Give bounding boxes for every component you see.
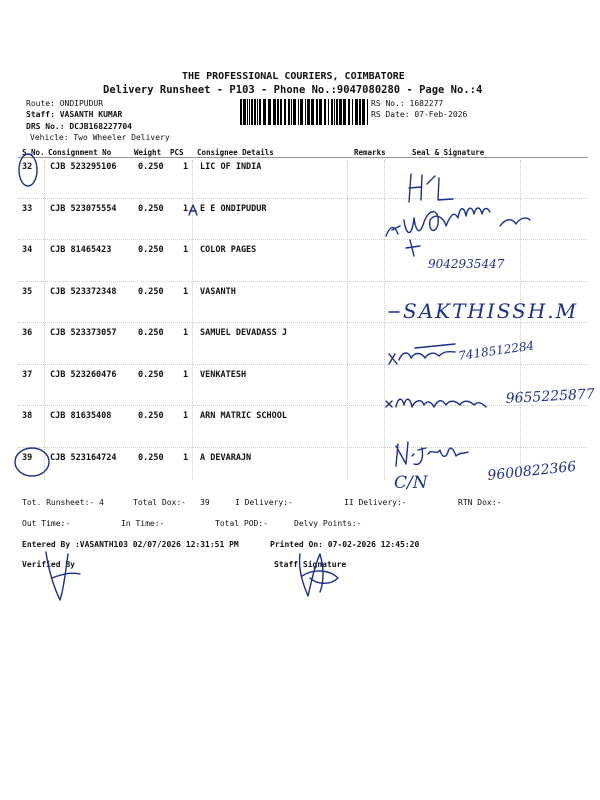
row-sno: 33	[22, 204, 33, 214]
drs-label: DRS No.: DCJB168227704	[26, 122, 132, 131]
company-title: THE PROFESSIONAL COURIERS, COIMBATORE	[182, 71, 405, 82]
barcode-bar	[305, 99, 306, 125]
in-time: In Time:-	[121, 519, 165, 528]
row-sno: 35	[22, 287, 33, 297]
barcode-bar	[268, 99, 271, 125]
staff-signature-label: Staff Signature	[274, 560, 347, 569]
row-weight: 0.250	[138, 328, 164, 338]
row35-signature	[385, 290, 595, 330]
row-sno: 32	[22, 162, 33, 172]
barcode-bar	[273, 99, 276, 125]
tot-runsheet: Tot. Runsheet:- 4	[22, 498, 104, 507]
barcode-bar	[348, 99, 350, 125]
row-pcs: 1	[183, 411, 189, 421]
row33-signature	[380, 196, 560, 271]
barcode-bar	[243, 99, 246, 125]
staff-signature	[290, 548, 350, 604]
barcode-bar	[336, 99, 338, 125]
row-weight: 0.250	[138, 162, 164, 172]
total-dox-label: Total Dox:-	[133, 498, 186, 507]
row-consignment: CJB 523260476	[50, 370, 117, 380]
row-consignment: CJB 523372348	[50, 287, 117, 297]
row-pcs: 1	[183, 453, 189, 463]
barcode-bar	[331, 99, 333, 125]
row-pcs: 1	[183, 287, 189, 297]
col-sno: S.No.	[22, 148, 45, 157]
barcode-bar	[277, 99, 279, 125]
row-weight: 0.250	[138, 287, 164, 297]
barcode-bar	[259, 99, 261, 125]
barcode-bar	[300, 99, 303, 125]
barcode-bar	[343, 99, 346, 125]
barcode-bar	[352, 99, 353, 125]
barcode-bar	[240, 99, 242, 125]
row-weight: 0.250	[138, 453, 164, 463]
out-time: Out Time:-	[22, 519, 71, 528]
row39-circle-mark	[12, 446, 52, 480]
row-sno: 39	[22, 453, 33, 463]
barcode-bar	[249, 99, 250, 125]
rtn-dox: RTN Dox:-	[458, 498, 502, 507]
row39-label: C/N	[394, 473, 428, 493]
row-weight: 0.250	[138, 411, 164, 421]
row36-signature	[385, 330, 565, 375]
row-consignment: CJB 523295106	[50, 162, 117, 172]
row36-phone: 7418512284	[457, 338, 536, 363]
barcode-bar	[280, 99, 282, 125]
total-dox-value: 39	[200, 498, 210, 507]
row-weight: 0.250	[138, 245, 164, 255]
runsheet-title: Delivery Runsheet - P103 - Phone No.:9047080280 - Page No.:4	[103, 84, 483, 96]
column-divider	[44, 160, 45, 480]
row37-signature	[382, 385, 596, 420]
row-divider	[18, 281, 588, 282]
barcode-bar	[293, 99, 296, 125]
row-consignee: VASANTH	[200, 287, 236, 297]
barcode-bar	[311, 99, 314, 125]
row-pcs: 1	[183, 245, 189, 255]
header-rule	[18, 157, 588, 158]
barcode-bar	[324, 99, 326, 125]
row-consignment: CJB 81465423	[50, 245, 112, 255]
row32-circle-mark	[16, 150, 44, 190]
total-pod: Total POD:-	[215, 519, 268, 528]
verifier-signature	[38, 548, 88, 604]
barcode-bar	[339, 99, 342, 125]
row-consignee: ARN MATRIC SCHOOL	[200, 411, 287, 421]
row-weight: 0.250	[138, 204, 164, 214]
col-consignee: Consignee Details	[197, 148, 274, 157]
barcode-bar	[362, 99, 365, 125]
row-consignee: LIC OF INDIA	[200, 162, 262, 172]
row-consignee: A DEVARAJN	[200, 453, 252, 463]
delvy-points: Delvy Points:-	[294, 519, 362, 528]
ii-delivery: II Delivery:-	[344, 498, 407, 507]
row-sno: 38	[22, 411, 33, 421]
col-weight: Weight	[134, 148, 162, 157]
row-pcs: 1	[183, 204, 189, 214]
col-pcs: PCS	[170, 148, 184, 157]
barcode-bar	[319, 99, 322, 125]
row32-signature-text: H/L	[405, 170, 407, 171]
barcode-bar	[291, 99, 292, 125]
row-consignment: CJB 523164724	[50, 453, 117, 463]
barcode-bar	[263, 99, 266, 125]
row-consignment: CJB 523373057	[50, 328, 117, 338]
row-consignment: CJB 81635408	[50, 411, 112, 421]
rs-number: RS No.: 1682277	[371, 99, 444, 108]
barcode-bar	[307, 99, 310, 125]
barcode-bar	[359, 99, 361, 125]
row33-phone: 9042935447	[428, 257, 505, 271]
staff-label: Staff: VASANTH KUMAR	[26, 110, 123, 119]
col-remarks: Remarks	[354, 148, 386, 157]
barcode-bar	[254, 99, 256, 125]
row-consignee: E E ONDIPUDUR	[200, 204, 267, 214]
barcode-bar	[251, 99, 253, 125]
barcode-bar	[298, 99, 299, 125]
row-weight: 0.250	[138, 370, 164, 380]
barcode-bar	[247, 99, 248, 125]
row-consignee: COLOR PAGES	[200, 245, 257, 255]
verified-by-label: Verified By	[22, 560, 75, 569]
barcode-bar	[316, 99, 318, 125]
vehicle-label: Vehicle: Two Wheeler Delivery	[30, 133, 170, 142]
barcode-bar	[288, 99, 290, 125]
row-sno: 34	[22, 245, 33, 255]
row39-signature	[390, 430, 590, 495]
row-pcs: 1	[183, 370, 189, 380]
rs-date: RS Date: 07-Feb-2026	[371, 110, 468, 119]
row35-text: SAKTHISSH.M	[403, 299, 579, 323]
row-sno: 37	[22, 370, 33, 380]
barcode-bar	[355, 99, 358, 125]
row-pcs: 1	[183, 162, 189, 172]
row-consignee: SAMUEL DEVADASS J	[200, 328, 287, 338]
row-consignee: VENKATESH	[200, 370, 247, 380]
barcode-bar	[284, 99, 286, 125]
row39-phone: 9600822366	[486, 458, 578, 484]
row37-phone: 9655225877	[505, 386, 596, 407]
barcode	[240, 99, 368, 125]
column-divider	[347, 160, 348, 480]
printed-on: Printed On: 07-02-2026 12:45:20	[270, 540, 420, 549]
col-consignment: Consignment No	[48, 148, 112, 157]
row-pcs: 1	[183, 328, 189, 338]
barcode-bar	[257, 99, 258, 125]
entered-by: Entered By :VASANTH103 02/07/2026 12:31:51 PM	[22, 540, 239, 549]
i-delivery: I Delivery:-	[235, 498, 293, 507]
barcode-bar	[334, 99, 335, 125]
row33-pcs-mark	[186, 202, 200, 218]
barcode-bar	[367, 99, 368, 125]
row-consignment: CJB 523075554	[50, 204, 117, 214]
route-label: Route: ONDIPUDUR	[26, 99, 104, 108]
barcode-bar	[328, 99, 329, 125]
row-sno: 36	[22, 328, 33, 338]
col-seal: Seal & Signature	[412, 148, 485, 157]
